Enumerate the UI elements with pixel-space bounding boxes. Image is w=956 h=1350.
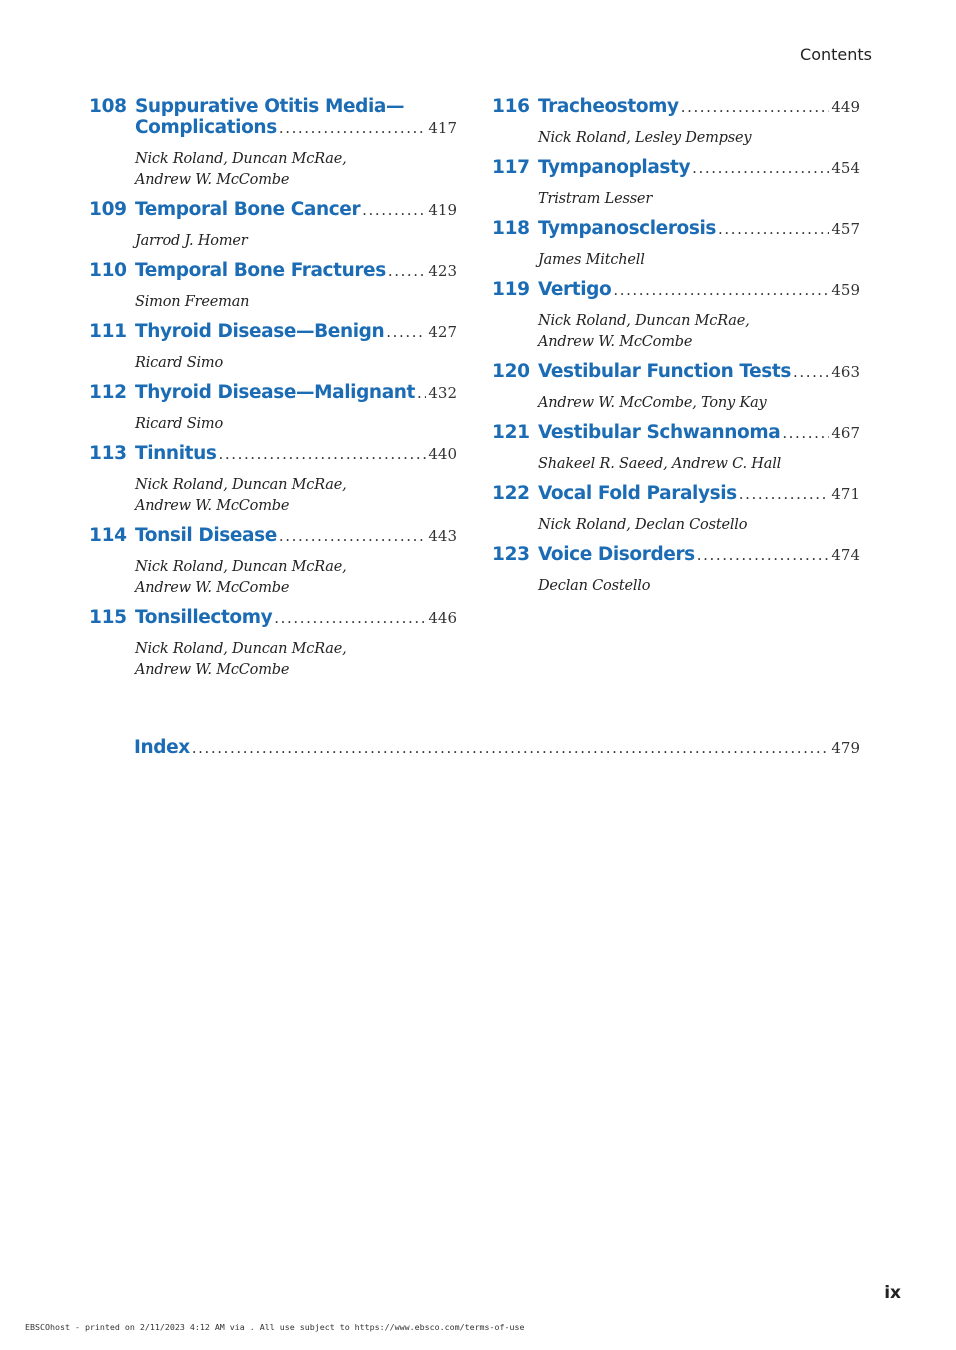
chapter-authors (89, 353, 457, 374)
dot-leader (417, 384, 426, 402)
dot-leader (279, 527, 426, 545)
chapter-title[interactable]: Temporal Bone Cancer (135, 199, 361, 220)
toc-entry-111[interactable] (89, 321, 457, 374)
toc-entry-112[interactable] (89, 382, 457, 435)
chapter-title[interactable]: Thyroid Disease—Malignant (135, 382, 415, 403)
toc-entry-110[interactable] (89, 260, 457, 313)
page-number: 427 (428, 323, 457, 341)
chapter-number: 114 (89, 525, 127, 546)
chapter-authors (89, 149, 457, 191)
chapter-authors (492, 515, 860, 536)
toc-left-column (89, 96, 457, 689)
dot-leader (718, 220, 829, 238)
chapter-title[interactable]: Tympanosclerosis (538, 218, 717, 239)
chapter-title[interactable]: Temporal Bone Fractures (135, 260, 386, 281)
page-number: 474 (831, 546, 860, 564)
page-number: 432 (428, 384, 457, 402)
chapter-number: 118 (492, 218, 530, 239)
chapter-authors (492, 250, 860, 271)
chapter-title[interactable]: Complications (135, 117, 277, 138)
chapter-authors (492, 393, 860, 414)
toc-entry-122[interactable] (492, 483, 860, 536)
toc-entry-index[interactable] (134, 737, 860, 758)
page-number: 440 (428, 445, 457, 463)
chapter-title[interactable]: Tracheostomy (538, 96, 679, 117)
chapter-authors (492, 189, 860, 210)
chapter-title[interactable]: Tinnitus (135, 443, 217, 464)
dot-leader (362, 201, 426, 219)
chapter-number: 121 (492, 422, 530, 443)
chapter-number: 117 (492, 157, 530, 178)
running-head: Contents (800, 45, 872, 64)
chapter-number: 113 (89, 443, 127, 464)
toc-entry-120[interactable] (492, 361, 860, 414)
print-footer: EBSCOhost - printed on 2/11/2023 4:12 AM via . All use subject to https://www.ebsco.com/terms-of-use (25, 1322, 525, 1332)
chapter-title[interactable]: Tympanoplasty (538, 157, 691, 178)
toc-entry-109[interactable] (89, 199, 457, 252)
chapter-number: 110 (89, 260, 127, 281)
toc-entry-121[interactable] (492, 422, 860, 475)
toc-entry-119[interactable] (492, 279, 860, 353)
author-line: Andrew W. McCombe (135, 498, 290, 514)
chapter-authors (492, 576, 860, 597)
toc-entry-113[interactable] (89, 443, 457, 517)
chapter-authors (89, 414, 457, 435)
chapter-authors (89, 292, 457, 313)
page-number: 479 (831, 739, 860, 757)
chapter-number: 111 (89, 321, 127, 342)
chapter-title[interactable]: Tonsil Disease (135, 525, 277, 546)
author-line: Tristram Lesser (538, 191, 653, 207)
page-number: 463 (831, 363, 860, 381)
author-line: Nick Roland, Duncan McRae, (135, 151, 347, 167)
author-line: Andrew W. McCombe (538, 334, 693, 350)
chapter-number: 122 (492, 483, 530, 504)
author-line: Nick Roland, Duncan McRae, (538, 313, 750, 329)
chapter-title[interactable]: Vestibular Schwannoma (538, 422, 781, 443)
toc-entry-123[interactable] (492, 544, 860, 597)
toc-entry-116[interactable] (492, 96, 860, 149)
chapter-title[interactable]: Vestibular Function Tests (538, 361, 791, 382)
dot-leader (218, 445, 426, 463)
page-number: 417 (428, 119, 457, 137)
page-number: 454 (831, 159, 860, 177)
page-number: 457 (831, 220, 860, 238)
author-line: Andrew W. McCombe (135, 662, 290, 678)
chapter-authors (89, 231, 457, 252)
dot-leader (697, 546, 830, 564)
author-line: Ricard Simo (135, 416, 223, 432)
dot-leader (681, 98, 830, 116)
chapter-title[interactable]: Voice Disorders (538, 544, 695, 565)
chapter-number: 116 (492, 96, 530, 117)
toc-entry-115[interactable] (89, 607, 457, 681)
chapter-title[interactable]: Vertigo (538, 279, 612, 300)
dot-leader (739, 485, 830, 503)
toc-entry-108[interactable] (89, 96, 457, 191)
toc-entry-117[interactable] (492, 157, 860, 210)
chapter-title[interactable]: Vocal Fold Paralysis (538, 483, 737, 504)
chapter-authors (89, 557, 457, 599)
chapter-authors (492, 128, 860, 149)
chapter-title-line1[interactable]: Suppurative Otitis Media— (135, 96, 405, 117)
chapter-number: 120 (492, 361, 530, 382)
chapter-number: 112 (89, 382, 127, 403)
page-number: 471 (831, 485, 860, 503)
author-line: Declan Costello (538, 578, 651, 594)
dot-leader (388, 262, 427, 280)
author-line: Andrew W. McCombe (135, 580, 290, 596)
page-number: 423 (428, 262, 457, 280)
dot-leader (386, 323, 426, 341)
dot-leader (192, 739, 830, 757)
author-line: Nick Roland, Lesley Dempsey (538, 130, 752, 146)
index-title[interactable]: Index (134, 737, 190, 758)
chapter-authors (89, 639, 457, 681)
author-line: Nick Roland, Duncan McRae, (135, 477, 347, 493)
chapter-title[interactable]: Tonsillectomy (135, 607, 273, 628)
chapter-number: 109 (89, 199, 127, 220)
toc-entry-114[interactable] (89, 525, 457, 599)
toc-right-column (492, 96, 860, 605)
page-number: 446 (428, 609, 457, 627)
chapter-authors (492, 454, 860, 475)
author-line: Ricard Simo (135, 355, 223, 371)
page-folio: ix (884, 1283, 901, 1303)
chapter-number: 119 (492, 279, 530, 300)
author-line: Nick Roland, Duncan McRae, (135, 559, 347, 575)
dot-leader (613, 281, 829, 299)
author-line: Nick Roland, Duncan McRae, (135, 641, 347, 657)
dot-leader (279, 119, 427, 137)
dot-leader (274, 609, 426, 627)
author-line: Shakeel R. Saeed, Andrew C. Hall (538, 456, 782, 472)
chapter-authors (89, 475, 457, 517)
chapter-number: 123 (492, 544, 530, 565)
author-line: James Mitchell (538, 252, 645, 268)
author-line: Jarrod J. Homer (135, 233, 248, 249)
toc-entry-118[interactable] (492, 218, 860, 271)
author-line: Andrew W. McCombe, Tony Kay (538, 395, 767, 411)
chapter-number: 108 (89, 96, 127, 117)
chapter-authors (492, 311, 860, 353)
page-number: 459 (831, 281, 860, 299)
page-number: 443 (428, 527, 457, 545)
chapter-number: 115 (89, 607, 127, 628)
page-number: 449 (831, 98, 860, 116)
dot-leader (793, 363, 829, 381)
author-line: Andrew W. McCombe (135, 172, 290, 188)
page-number: 467 (831, 424, 860, 442)
chapter-title[interactable]: Thyroid Disease—Benign (135, 321, 385, 342)
dot-leader (692, 159, 829, 177)
dot-leader (782, 424, 829, 442)
author-line: Nick Roland, Declan Costello (538, 517, 748, 533)
page-number: 419 (428, 201, 457, 219)
author-line: Simon Freeman (135, 294, 250, 310)
